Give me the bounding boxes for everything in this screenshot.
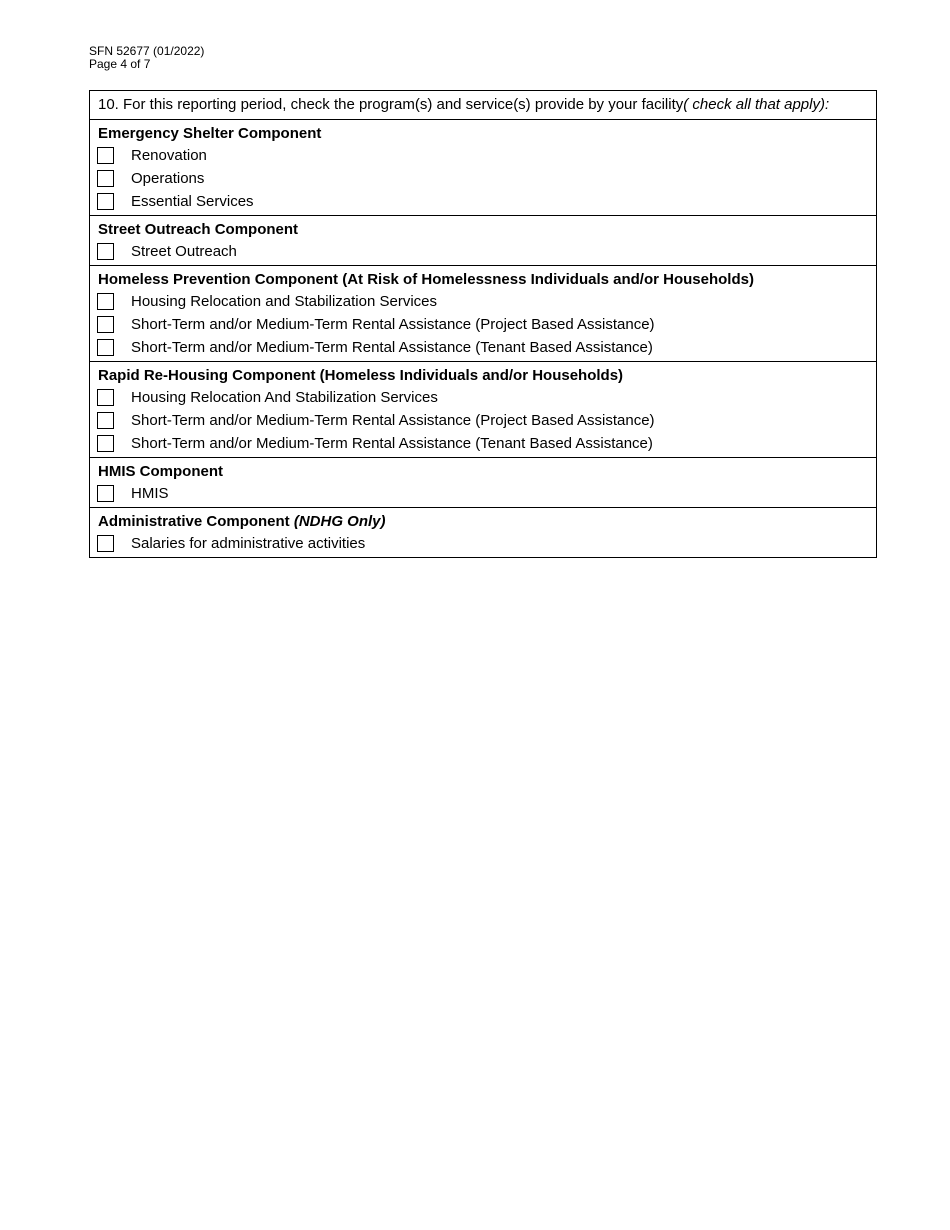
checkbox-item[interactable] — [90, 532, 876, 555]
checkbox-label: Operations — [131, 169, 205, 187]
checkbox-label: HMIS — [131, 484, 169, 502]
section-rapid-rehousing — [90, 362, 876, 458]
checkbox-label: Short-Term and/or Medium-Term Rental Assistance (Project Based Assistance) — [131, 411, 655, 429]
page-number: Page 4 of 7 — [89, 57, 151, 71]
question-row — [90, 91, 876, 120]
checkbox[interactable] — [97, 435, 114, 452]
checkbox-label: Housing Relocation And Stabilization Services — [131, 388, 438, 406]
section-street-outreach — [90, 216, 876, 266]
section-title-text: Homeless Prevention Component (At Risk of Homelessness Individuals and/or Households) — [98, 271, 754, 288]
section-administrative — [90, 508, 876, 557]
section-title — [90, 270, 876, 290]
section-title — [90, 220, 876, 240]
checkbox-label: Short-Term and/or Medium-Term Rental Assistance (Project Based Assistance) — [131, 315, 655, 333]
section-title — [90, 512, 876, 532]
checkbox-label: Essential Services — [131, 192, 254, 210]
program-services-table — [89, 90, 877, 558]
checkbox[interactable] — [97, 389, 114, 406]
section-title — [90, 366, 876, 386]
checkbox-label: Salaries for administrative activities — [131, 534, 366, 552]
checkbox[interactable] — [97, 339, 114, 356]
checkbox[interactable] — [97, 485, 114, 502]
checkbox-item[interactable] — [90, 144, 876, 167]
checkbox-label: Short-Term and/or Medium-Term Rental Assistance (Tenant Based Assistance) — [131, 338, 653, 356]
question-text: 10. For this reporting period, check the program(s) and service(s) provide by your facility — [98, 96, 684, 113]
checkbox-label: Renovation — [131, 146, 207, 164]
checkbox[interactable] — [97, 243, 114, 260]
checkbox-item[interactable] — [90, 290, 876, 313]
section-title-text: HMIS Component — [98, 463, 223, 480]
checkbox-item[interactable] — [90, 313, 876, 336]
section-title-note: (NDHG Only) — [293, 513, 386, 530]
section-title-text: Administrative Component — [98, 513, 294, 530]
checkbox[interactable] — [97, 170, 114, 187]
checkbox-item[interactable] — [90, 409, 876, 432]
question-note: ( check all that apply): — [683, 96, 830, 113]
checkbox[interactable] — [97, 147, 114, 164]
section-title-text: Rapid Re-Housing Component (Homeless Individuals and/or Households) — [98, 367, 624, 384]
checkbox-item[interactable] — [90, 167, 876, 190]
checkbox[interactable] — [97, 412, 114, 429]
section-title — [90, 462, 876, 482]
checkbox[interactable] — [97, 316, 114, 333]
checkbox-item[interactable] — [90, 336, 876, 359]
section-homeless-prevention — [90, 266, 876, 362]
section-title — [90, 124, 876, 144]
section-title-text: Street Outreach Component — [98, 221, 299, 238]
section-emergency-shelter — [90, 120, 876, 216]
section-title-text: Emergency Shelter Component — [98, 125, 322, 142]
checkbox[interactable] — [97, 193, 114, 210]
checkbox-item[interactable] — [90, 482, 876, 505]
checkbox-label: Short-Term and/or Medium-Term Rental Assistance (Tenant Based Assistance) — [131, 434, 653, 452]
section-hmis — [90, 458, 876, 508]
checkbox[interactable] — [97, 293, 114, 310]
checkbox-label: Street Outreach — [131, 242, 237, 260]
checkbox[interactable] — [97, 535, 114, 552]
form-number: SFN 52677 (01/2022) — [89, 44, 205, 58]
form-header — [89, 45, 204, 71]
checkbox-label: Housing Relocation and Stabilization Services — [131, 292, 438, 310]
checkbox-item[interactable] — [90, 432, 876, 455]
checkbox-item[interactable] — [90, 240, 876, 263]
sections-container — [90, 120, 876, 557]
checkbox-item[interactable] — [90, 386, 876, 409]
checkbox-item[interactable] — [90, 190, 876, 213]
